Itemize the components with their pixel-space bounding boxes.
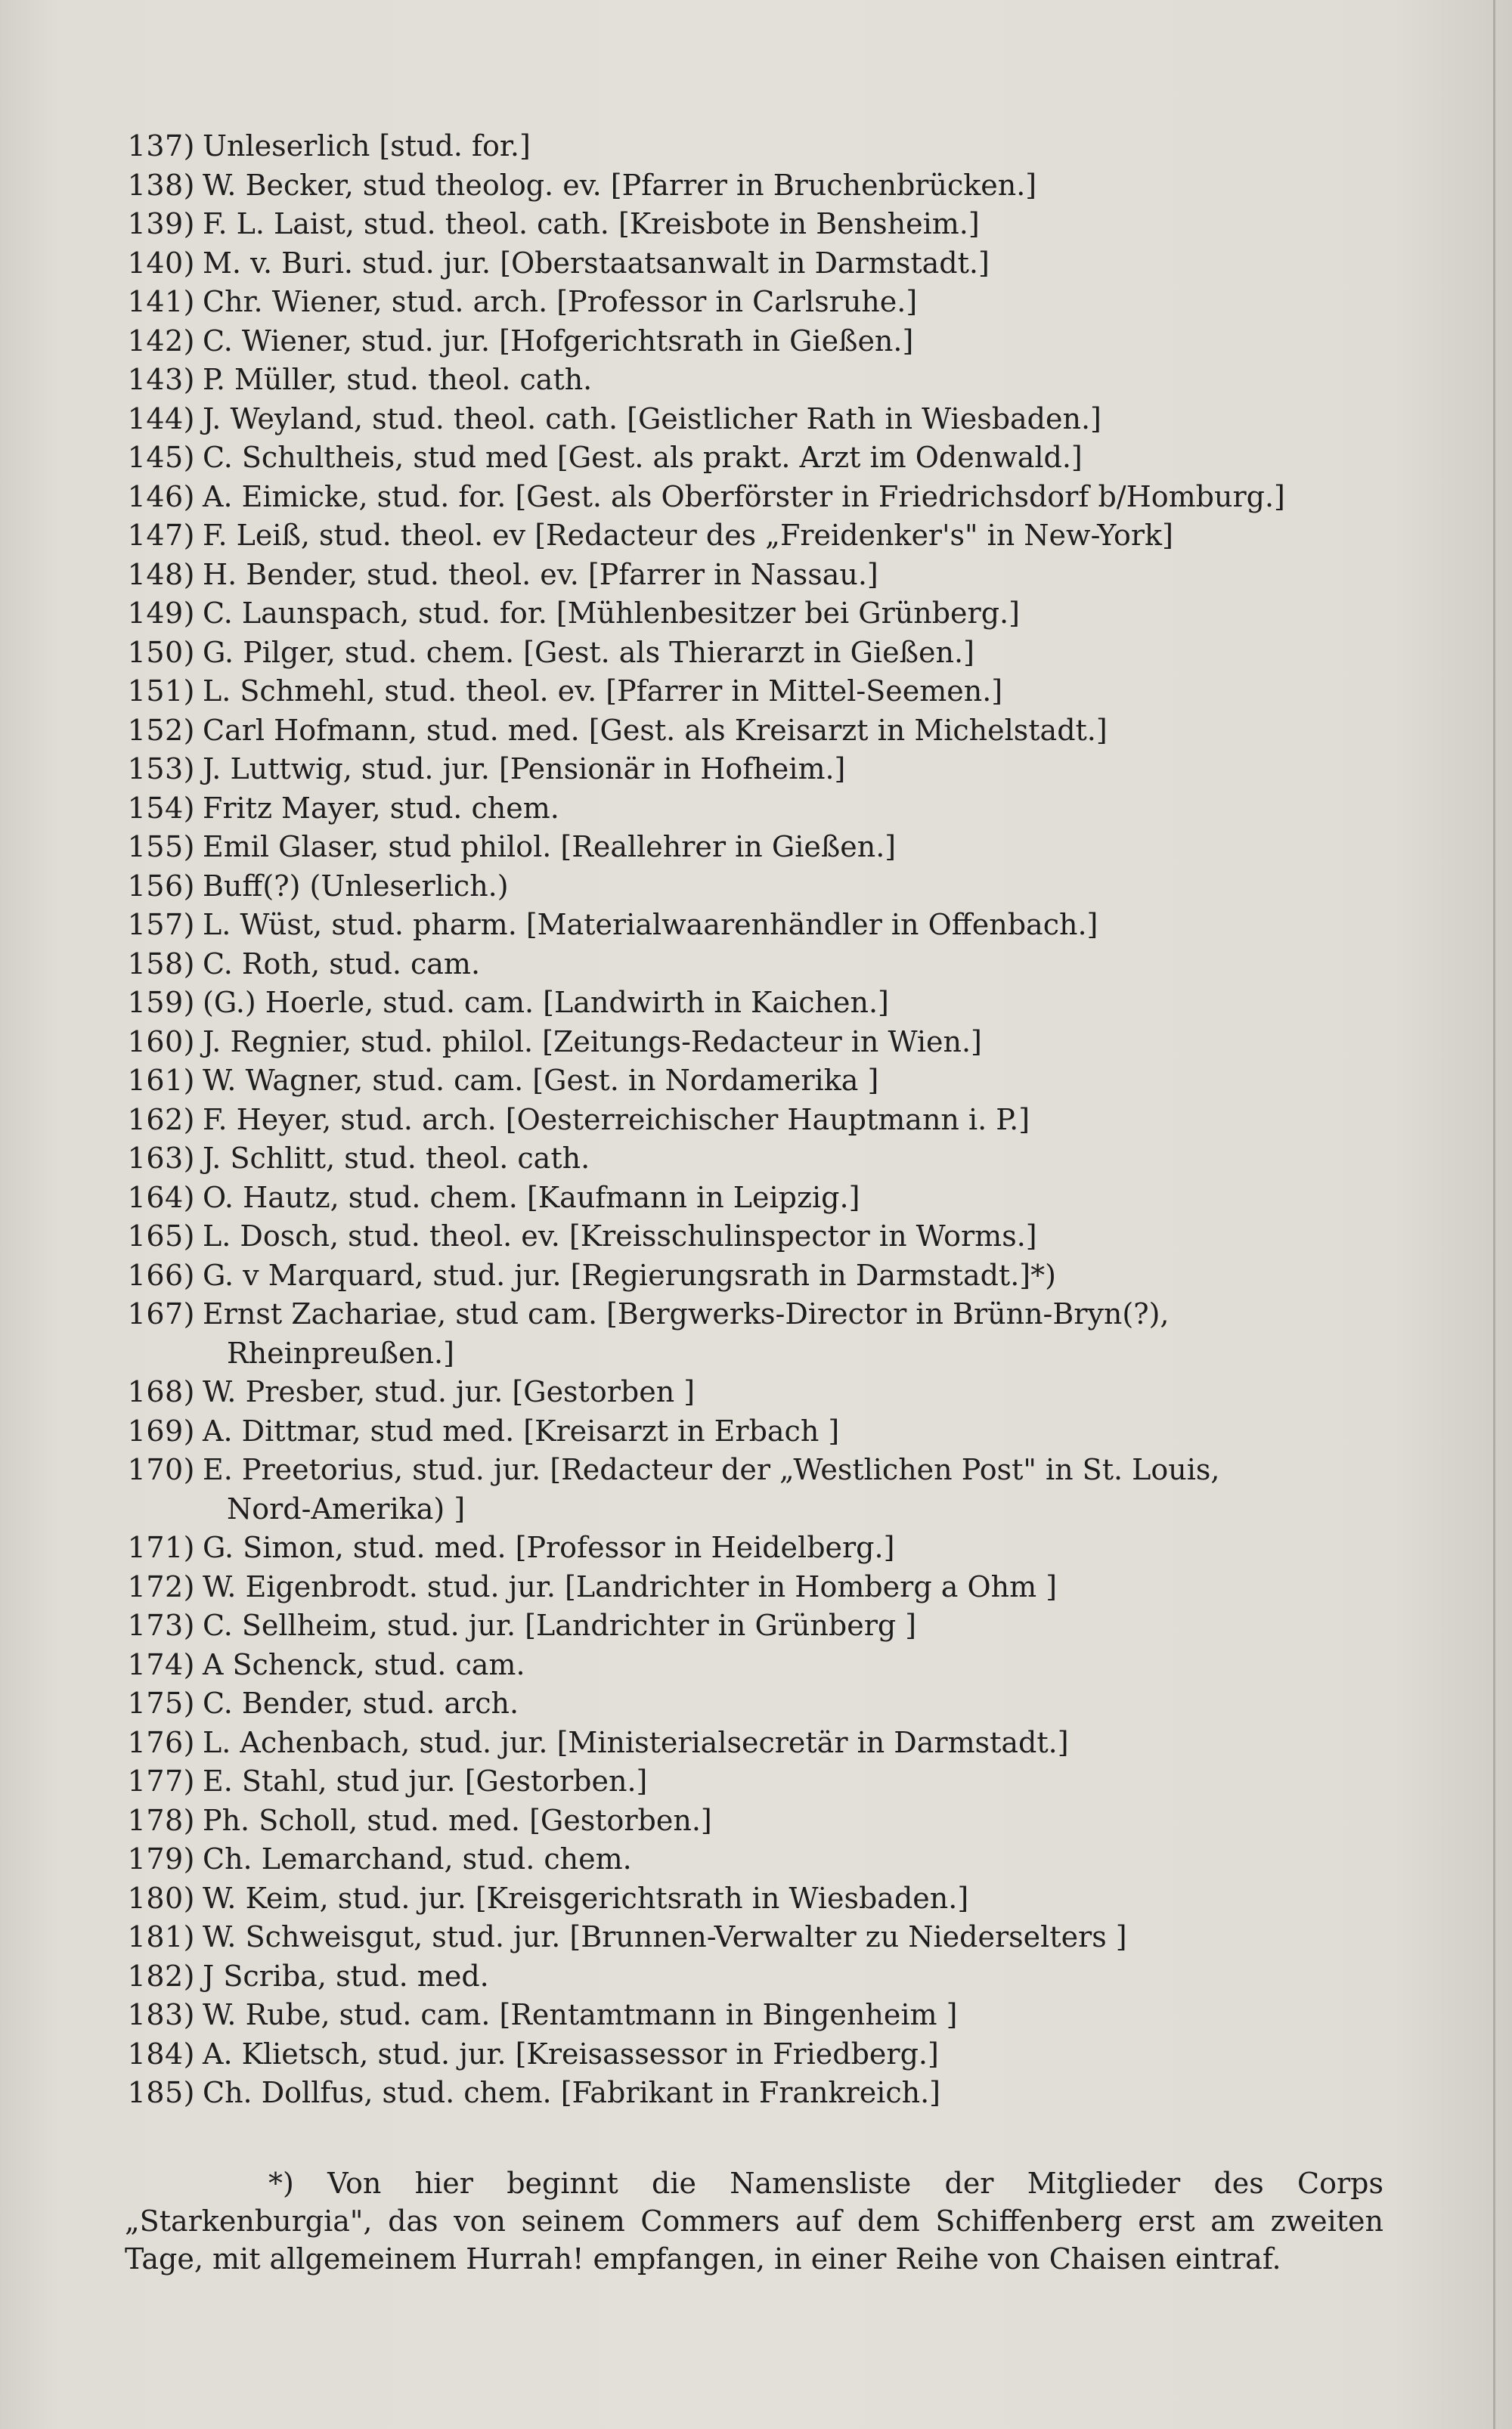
list-item (0, 1568, 1512, 1607)
list-item (0, 1179, 1512, 1218)
list-item (0, 1101, 1512, 1140)
entry-text: J Scriba, stud. med. (203, 1959, 489, 1993)
entry-text: W. Becker, stud theolog. ev. [Pfarrer in Bruchenbrücken.] (203, 168, 1037, 202)
list-item (0, 1295, 1512, 1334)
entry-text: W. Schweisgut, stud. jur. [Brunnen-Verwalter zu Niederselters ] (203, 1920, 1127, 1953)
entry-text: H. Bender, stud. theol. ev. [Pfarrer in Nassau.] (203, 557, 878, 591)
entry-text: Buff(?) (Unleserlich.) (203, 869, 509, 903)
entry-number: 169) (127, 1414, 195, 1448)
list-item (0, 1684, 1512, 1724)
entry-number: 149) (127, 596, 195, 630)
entry-number: 185) (127, 2076, 195, 2109)
entry-text: Ernst Zachariae, stud cam. [Bergwerks-Director in Brünn-Bryn(?), (203, 1297, 1170, 1331)
entry-number: 181) (127, 1920, 195, 1953)
entry-number: 148) (127, 557, 195, 591)
entry-number: 177) (127, 1764, 195, 1798)
entry-text: L. Achenbach, stud. jur. [Ministerialsecretär in Darmstadt.] (203, 1725, 1069, 1759)
footnote: *) Von hier beginnt die Namensliste der Mitglieder des Corps „Starkenburgia", das von seinem Commers auf dem Schiffenberg erst am zweiten Tage, mit allgemeinem Hurrah! empfangen, in einer Reihe von Chaisen eintraf. (125, 2167, 1383, 2276)
entry-number: 152) (127, 713, 195, 747)
entry-number: 176) (127, 1725, 195, 1759)
list-item (0, 478, 1512, 517)
list-item (0, 1802, 1512, 1841)
list-item (0, 634, 1512, 673)
entry-text: Fritz Mayer, stud. chem. (203, 791, 559, 825)
entry-number: 164) (127, 1180, 195, 1214)
list-item (0, 1918, 1512, 1957)
entry-text: Emil Glaser, stud philol. [Reallehrer in Gießen.] (203, 830, 897, 863)
entry-text: Unleserlich [stud. for.] (203, 129, 531, 163)
entry-text: L. Dosch, stud. theol. ev. [Kreisschulinspector in Worms.] (203, 1219, 1037, 1253)
entry-number: 145) (127, 441, 195, 474)
entry-number: 160) (127, 1024, 195, 1058)
entry-number: 163) (127, 1142, 195, 1175)
list-item (0, 438, 1512, 478)
entry-text: A Schenck, stud. cam. (203, 1647, 525, 1681)
list-item-continuation (0, 1334, 1512, 1374)
list-item (0, 1256, 1512, 1296)
entry-number: 156) (127, 869, 195, 903)
entry-number: 170) (127, 1453, 195, 1486)
entry-text: F. Leiß, stud. theol. ev [Redacteur des „Freidenker's" in New-York] (203, 519, 1173, 552)
entry-text: Chr. Wiener, stud. arch. [Professor in Carlsruhe.] (203, 285, 918, 318)
list-item (0, 1879, 1512, 1919)
list-item-continuation (0, 1490, 1512, 1529)
list-item (0, 516, 1512, 556)
list-item (0, 166, 1512, 206)
entry-number: 142) (127, 324, 195, 358)
entry-text: G. v Marquard, stud. jur. [Regierungsrath in Darmstadt.]*) (203, 1258, 1056, 1292)
entry-text: Nord-Amerika) ] (227, 1492, 466, 1526)
list-item (0, 867, 1512, 906)
entry-number: 150) (127, 635, 195, 669)
entry-number: 173) (127, 1609, 195, 1642)
entry-number: 158) (127, 947, 195, 981)
list-item (0, 556, 1512, 595)
member-list (0, 127, 1512, 2113)
entry-text: C. Launspach, stud. for. [Mühlenbesitzer bei Grünberg.] (203, 596, 1020, 630)
entry-number: 157) (127, 908, 195, 941)
list-item (0, 205, 1512, 244)
list-item (0, 1529, 1512, 1568)
list-item (0, 750, 1512, 789)
entry-text: C. Wiener, stud. jur. [Hofgerichtsrath in Gießen.] (203, 324, 914, 358)
list-item (0, 1646, 1512, 1685)
entry-text: G. Pilger, stud. chem. [Gest. als Thierarzt in Gießen.] (203, 635, 974, 669)
list-item (0, 1762, 1512, 1802)
entry-number: 139) (127, 207, 195, 240)
list-item (0, 828, 1512, 867)
entry-text: C. Roth, stud. cam. (203, 947, 481, 981)
list-item (0, 906, 1512, 945)
entry-text: W. Wagner, stud. cam. [Gest. in Nordamerika ] (203, 1064, 879, 1097)
entry-text: E. Preetorius, stud. jur. [Redacteur der „Westlichen Post" in St. Louis, (203, 1453, 1220, 1486)
entry-text: F. L. Laist, stud. theol. cath. [Kreisbote in Bensheim.] (203, 207, 980, 240)
list-item (0, 127, 1512, 166)
entry-text: O. Hautz, stud. chem. [Kaufmann in Leipzig.] (203, 1180, 860, 1214)
entry-text: G. Simon, stud. med. [Professor in Heidelberg.] (203, 1531, 895, 1564)
entry-text: P. Müller, stud. theol. cath. (203, 363, 593, 396)
entry-number: 162) (127, 1102, 195, 1136)
entry-number: 155) (127, 830, 195, 863)
entry-number: 161) (127, 1064, 195, 1097)
list-item (0, 2035, 1512, 2074)
entry-text: J. Regnier, stud. philol. [Zeitungs-Redacteur in Wien.] (203, 1024, 982, 1058)
list-item (0, 1217, 1512, 1256)
entry-text: W. Keim, stud. jur. [Kreisgerichtsrath in Wiesbaden.] (203, 1881, 969, 1915)
entry-text: L. Wüst, stud. pharm. [Materialwaarenhändler in Offenbach.] (203, 908, 1098, 941)
list-item (0, 322, 1512, 361)
entry-number: 165) (127, 1219, 195, 1253)
entry-text: A. Dittmar, stud med. [Kreisarzt in Erbach ] (203, 1414, 840, 1448)
entry-text: L. Schmehl, stud. theol. ev. [Pfarrer in Mittel-Seemen.] (203, 674, 1003, 708)
entry-number: 140) (127, 246, 195, 280)
entry-number: 183) (127, 1998, 195, 2031)
entry-text: W. Eigenbrodt. stud. jur. [Landrichter in Homberg a Ohm ] (203, 1569, 1058, 1603)
list-item (0, 1061, 1512, 1101)
entry-number: 137) (127, 129, 195, 163)
entry-text: F. Heyer, stud. arch. [Oesterreichischer Hauptmann i. P.] (203, 1102, 1030, 1136)
entry-number: 147) (127, 519, 195, 552)
entry-text: Ch. Lemarchand, stud. chem. (203, 1842, 632, 1876)
list-item (0, 1451, 1512, 1490)
list-item (0, 672, 1512, 711)
entry-number: 154) (127, 791, 195, 825)
entry-number: 151) (127, 674, 195, 708)
list-item (0, 1412, 1512, 1452)
list-item (0, 1724, 1512, 1763)
entry-number: 168) (127, 1375, 195, 1408)
entry-text: Ph. Scholl, stud. med. [Gestorben.] (203, 1803, 712, 1837)
entry-number: 141) (127, 285, 195, 318)
entry-number: 180) (127, 1881, 195, 1915)
entry-number: 174) (127, 1647, 195, 1681)
entry-number: 166) (127, 1258, 195, 1292)
entry-text: W. Rube, stud. cam. [Rentamtmann in Bingenheim ] (203, 1998, 958, 2031)
list-item (0, 594, 1512, 634)
list-item (0, 400, 1512, 439)
entry-text: Carl Hofmann, stud. med. [Gest. als Kreisarzt in Michelstadt.] (203, 713, 1108, 747)
entry-text: Ch. Dollfus, stud. chem. [Fabrikant in Frankreich.] (203, 2076, 940, 2109)
entry-text: J. Weyland, stud. theol. cath. [Geistlicher Rath in Wiesbaden.] (203, 401, 1101, 435)
entry-number: 178) (127, 1803, 195, 1837)
list-item (0, 2074, 1512, 2113)
entry-text: Rheinpreußen.] (227, 1336, 454, 1370)
list-item (0, 1840, 1512, 1879)
entry-number: 143) (127, 363, 195, 396)
list-item (0, 1957, 1512, 1997)
entry-number: 182) (127, 1959, 195, 1993)
entry-text: J. Schlitt, stud. theol. cath. (203, 1142, 590, 1175)
list-item (0, 711, 1512, 751)
entry-number: 153) (127, 752, 195, 785)
list-item (0, 1023, 1512, 1062)
entry-text: C. Schultheis, stud med [Gest. als prakt. Arzt im Odenwald.] (203, 441, 1083, 474)
entry-number: 184) (127, 2037, 195, 2071)
entry-number: 172) (127, 1569, 195, 1603)
list-item (0, 1373, 1512, 1412)
entry-text: C. Bender, stud. arch. (203, 1687, 519, 1720)
list-item (0, 244, 1512, 283)
entry-text: E. Stahl, stud jur. [Gestorben.] (203, 1764, 648, 1798)
entry-number: 144) (127, 401, 195, 435)
entry-number: 171) (127, 1531, 195, 1564)
entry-number: 175) (127, 1687, 195, 1720)
list-item (0, 1139, 1512, 1179)
entry-text: A. Eimicke, stud. for. [Gest. als Oberförster in Friedrichsdorf b/Homburg.] (203, 479, 1285, 513)
entry-number: 146) (127, 479, 195, 513)
list-item (0, 361, 1512, 400)
entry-number: 159) (127, 986, 195, 1019)
list-item (0, 1606, 1512, 1646)
entry-text: W. Presber, stud. jur. [Gestorben ] (203, 1375, 696, 1408)
entry-text: J. Luttwig, stud. jur. [Pensionär in Hofheim.] (203, 752, 846, 785)
entry-number: 138) (127, 168, 195, 202)
list-item (0, 789, 1512, 829)
entry-text: A. Klietsch, stud. jur. [Kreisassessor in Friedberg.] (203, 2037, 939, 2071)
entry-text: (G.) Hoerle, stud. cam. [Landwirth in Kaichen.] (203, 986, 889, 1019)
entry-text: C. Sellheim, stud. jur. [Landrichter in Grünberg ] (203, 1609, 917, 1642)
list-item (0, 1996, 1512, 2035)
list-item (0, 283, 1512, 322)
list-item (0, 984, 1512, 1023)
entry-number: 179) (127, 1842, 195, 1876)
list-item (0, 945, 1512, 984)
entry-number: 167) (127, 1297, 195, 1331)
entry-text: M. v. Buri. stud. jur. [Oberstaatsanwalt in Darmstadt.] (203, 246, 990, 280)
